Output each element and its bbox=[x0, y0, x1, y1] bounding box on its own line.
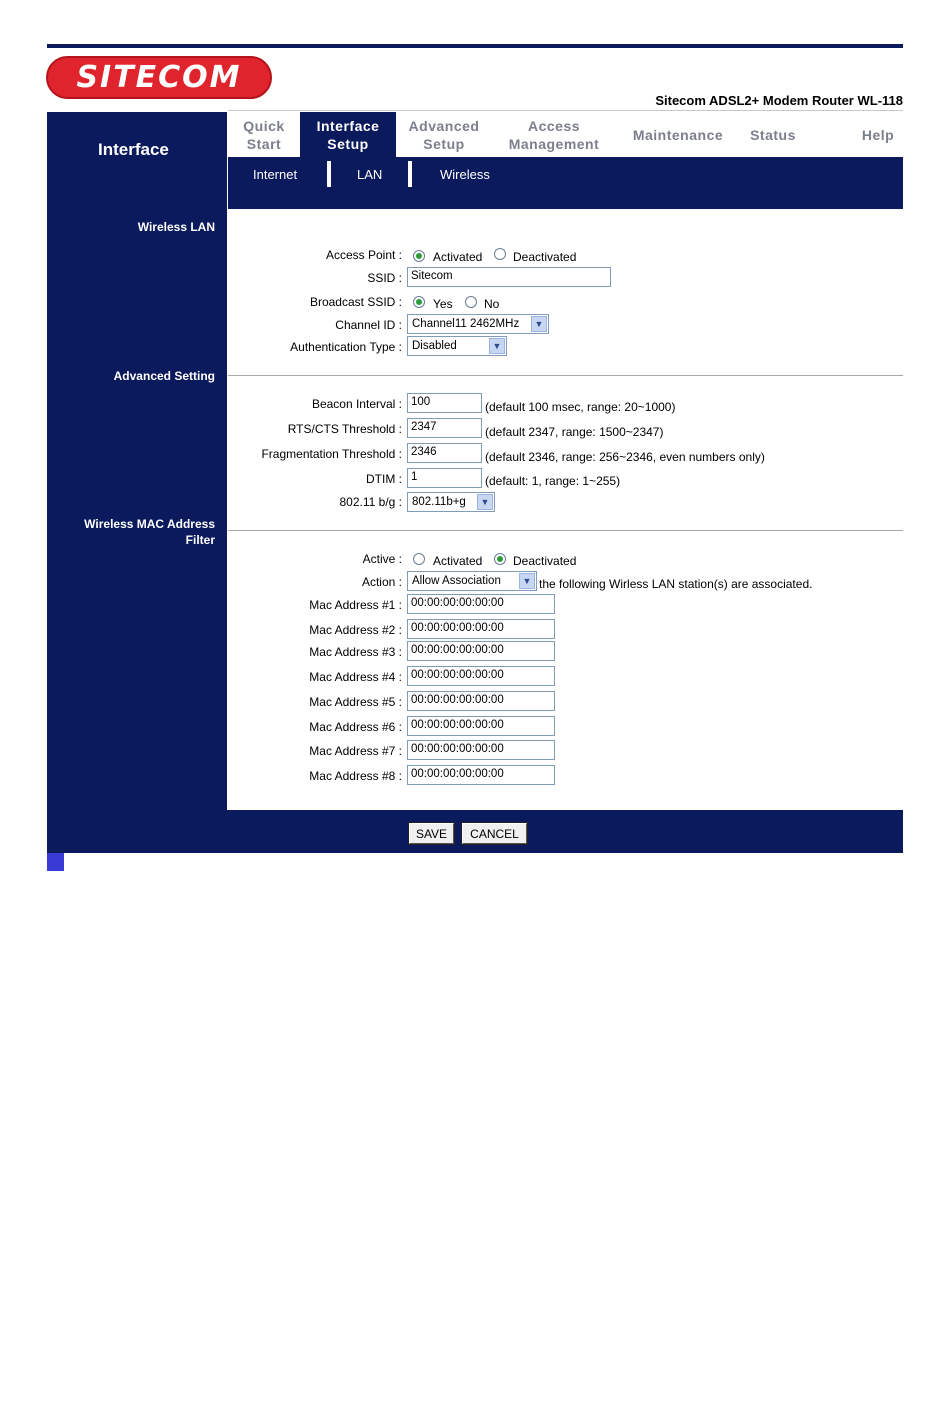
sitecom-logo bbox=[46, 56, 272, 99]
product-name: Sitecom ADSL2+ Modem Router WL-118 bbox=[655, 93, 903, 108]
tab-maintenance[interactable] bbox=[622, 112, 734, 157]
access-point-deactivated-radio[interactable] bbox=[494, 248, 506, 260]
chevron-down-icon: ▼ bbox=[477, 494, 493, 510]
mac-address-label: Mac Address #6 : bbox=[309, 720, 402, 734]
mac-filter-active-label: Active : bbox=[362, 552, 402, 566]
rts-threshold-hint: (default 2347, range: 1500~2347) bbox=[485, 425, 664, 439]
access-point-deactivated-label: Deactivated bbox=[513, 250, 577, 264]
mac-address-label: Mac Address #5 : bbox=[309, 695, 402, 709]
channel-id-select[interactable] bbox=[407, 314, 549, 334]
mac-address-label: Mac Address #3 : bbox=[309, 645, 402, 659]
section-mac-filter-line1: Wireless MAC Address bbox=[84, 517, 215, 531]
tab-label-line1: Quick bbox=[243, 117, 285, 134]
section-divider bbox=[228, 375, 903, 376]
wireless-mode-value: 802.11b+g bbox=[412, 496, 466, 508]
fragmentation-threshold-hint: (default 2346, range: 256~2346, even numbers only) bbox=[485, 450, 765, 464]
access-point-label: Access Point : bbox=[325, 248, 402, 262]
wireless-mode-select[interactable] bbox=[407, 492, 495, 512]
tab-label: Help bbox=[861, 126, 895, 143]
beacon-interval-input[interactable]: 100 bbox=[407, 393, 482, 413]
subnav-separator bbox=[327, 161, 331, 187]
tab-label-line1: Interface bbox=[316, 117, 380, 134]
ssid-label: SSID : bbox=[367, 271, 402, 285]
subnav-separator bbox=[408, 161, 412, 187]
dtim-label: DTIM : bbox=[366, 472, 402, 486]
access-point-activated-label: Activated bbox=[433, 250, 483, 264]
tab-status[interactable] bbox=[736, 112, 810, 157]
broadcast-ssid-label: Broadcast SSID : bbox=[309, 295, 402, 309]
section-mac-filter-line2: Filter bbox=[185, 533, 215, 547]
tab-interface-setup[interactable] bbox=[300, 112, 396, 157]
mac-filter-deactivated-radio[interactable] bbox=[494, 553, 506, 565]
authentication-type-value: Disabled bbox=[412, 340, 457, 352]
mac-address-input[interactable]: 00:00:00:00:00:00 bbox=[407, 641, 555, 661]
tab-label: Status bbox=[750, 126, 796, 143]
main-nav bbox=[228, 112, 903, 157]
tab-label-line2: Start bbox=[246, 135, 282, 152]
mac-address-input[interactable]: 00:00:00:00:00:00 bbox=[407, 666, 555, 686]
channel-id-value: Channel11 2462MHz bbox=[412, 318, 520, 330]
authentication-type-select[interactable] bbox=[407, 336, 507, 356]
mac-address-input[interactable]: 00:00:00:00:00:00 bbox=[407, 619, 555, 639]
tab-advanced-setup[interactable] bbox=[396, 112, 492, 157]
logo-text: SITECOM bbox=[76, 60, 242, 95]
rts-threshold-input[interactable]: 2347 bbox=[407, 418, 482, 438]
mac-address-input[interactable]: 00:00:00:00:00:00 bbox=[407, 691, 555, 711]
mac-address-input[interactable]: 00:00:00:00:00:00 bbox=[407, 716, 555, 736]
rts-threshold-label: RTS/CTS Threshold : bbox=[287, 422, 402, 436]
beacon-interval-hint: (default 100 msec, range: 20~1000) bbox=[485, 400, 676, 414]
chevron-down-icon: ▼ bbox=[489, 338, 505, 354]
tab-label: Maintenance bbox=[632, 126, 724, 143]
tab-access-management[interactable] bbox=[492, 112, 616, 157]
header-divider bbox=[228, 110, 903, 111]
chevron-down-icon: ▼ bbox=[519, 573, 535, 589]
broadcast-ssid-no-label: No bbox=[484, 297, 500, 311]
dtim-input[interactable]: 1 bbox=[407, 468, 482, 488]
mac-filter-activated-label: Activated bbox=[433, 554, 483, 568]
tab-label-line2: Setup bbox=[423, 135, 465, 152]
tab-label-line1: Advanced bbox=[408, 117, 480, 134]
ssid-input[interactable]: Sitecom bbox=[407, 267, 611, 287]
sidebar-title: Interface bbox=[98, 140, 169, 159]
dtim-hint: (default: 1, range: 1~255) bbox=[485, 474, 621, 488]
section-mac-filter bbox=[47, 516, 215, 548]
corner-square bbox=[47, 853, 64, 871]
sub-nav bbox=[228, 157, 903, 209]
fragmentation-threshold-label: Fragmentation Threshold : bbox=[261, 447, 402, 461]
cancel-button[interactable]: CANCEL bbox=[462, 823, 527, 844]
mac-filter-action-hint: the following Wirless LAN station(s) are associated. bbox=[539, 577, 813, 591]
top-divider bbox=[47, 44, 903, 48]
subnav-wireless[interactable]: Wireless bbox=[440, 167, 490, 182]
tab-quick-start[interactable] bbox=[228, 112, 300, 157]
mac-address-label: Mac Address #2 : bbox=[309, 623, 402, 637]
mac-address-label: Mac Address #8 : bbox=[309, 769, 402, 783]
broadcast-ssid-no-radio[interactable] bbox=[465, 296, 477, 308]
tab-label-line2: Setup bbox=[327, 135, 369, 152]
mac-filter-activated-radio[interactable] bbox=[413, 553, 425, 565]
tab-label-line1: Access bbox=[527, 117, 581, 134]
mac-address-label: Mac Address #4 : bbox=[309, 670, 402, 684]
tab-help[interactable] bbox=[840, 112, 916, 157]
mac-filter-deactivated-label: Deactivated bbox=[513, 554, 577, 568]
fragmentation-threshold-input[interactable]: 2346 bbox=[407, 443, 482, 463]
mac-address-input[interactable]: 00:00:00:00:00:00 bbox=[407, 594, 555, 614]
section-wireless-lan: Wireless LAN bbox=[137, 220, 215, 234]
chevron-down-icon: ▼ bbox=[531, 316, 547, 332]
save-button[interactable]: SAVE bbox=[409, 823, 454, 844]
subnav-lan[interactable]: LAN bbox=[357, 167, 383, 182]
tab-label-line2: Management bbox=[508, 135, 600, 152]
beacon-interval-label: Beacon Interval : bbox=[311, 397, 402, 411]
wireless-mode-label: 802.11 b/g : bbox=[339, 495, 402, 509]
mac-filter-action-value: Allow Association bbox=[412, 575, 501, 587]
mac-filter-action-label: Action : bbox=[361, 575, 402, 589]
mac-address-label: Mac Address #1 : bbox=[309, 598, 402, 612]
mac-filter-action-select[interactable] bbox=[407, 571, 537, 591]
authentication-type-label: Authentication Type : bbox=[290, 340, 402, 354]
broadcast-ssid-yes-label: Yes bbox=[433, 297, 453, 311]
access-point-activated-radio[interactable] bbox=[413, 250, 425, 262]
subnav-internet[interactable]: Internet bbox=[253, 167, 298, 182]
channel-id-label: Channel ID : bbox=[335, 318, 402, 332]
mac-address-input[interactable]: 00:00:00:00:00:00 bbox=[407, 740, 555, 760]
section-advanced-setting: Advanced Setting bbox=[113, 369, 215, 383]
mac-address-label: Mac Address #7 : bbox=[309, 744, 402, 758]
section-divider bbox=[228, 530, 903, 531]
mac-address-input[interactable]: 00:00:00:00:00:00 bbox=[407, 765, 555, 785]
broadcast-ssid-yes-radio[interactable] bbox=[413, 296, 425, 308]
